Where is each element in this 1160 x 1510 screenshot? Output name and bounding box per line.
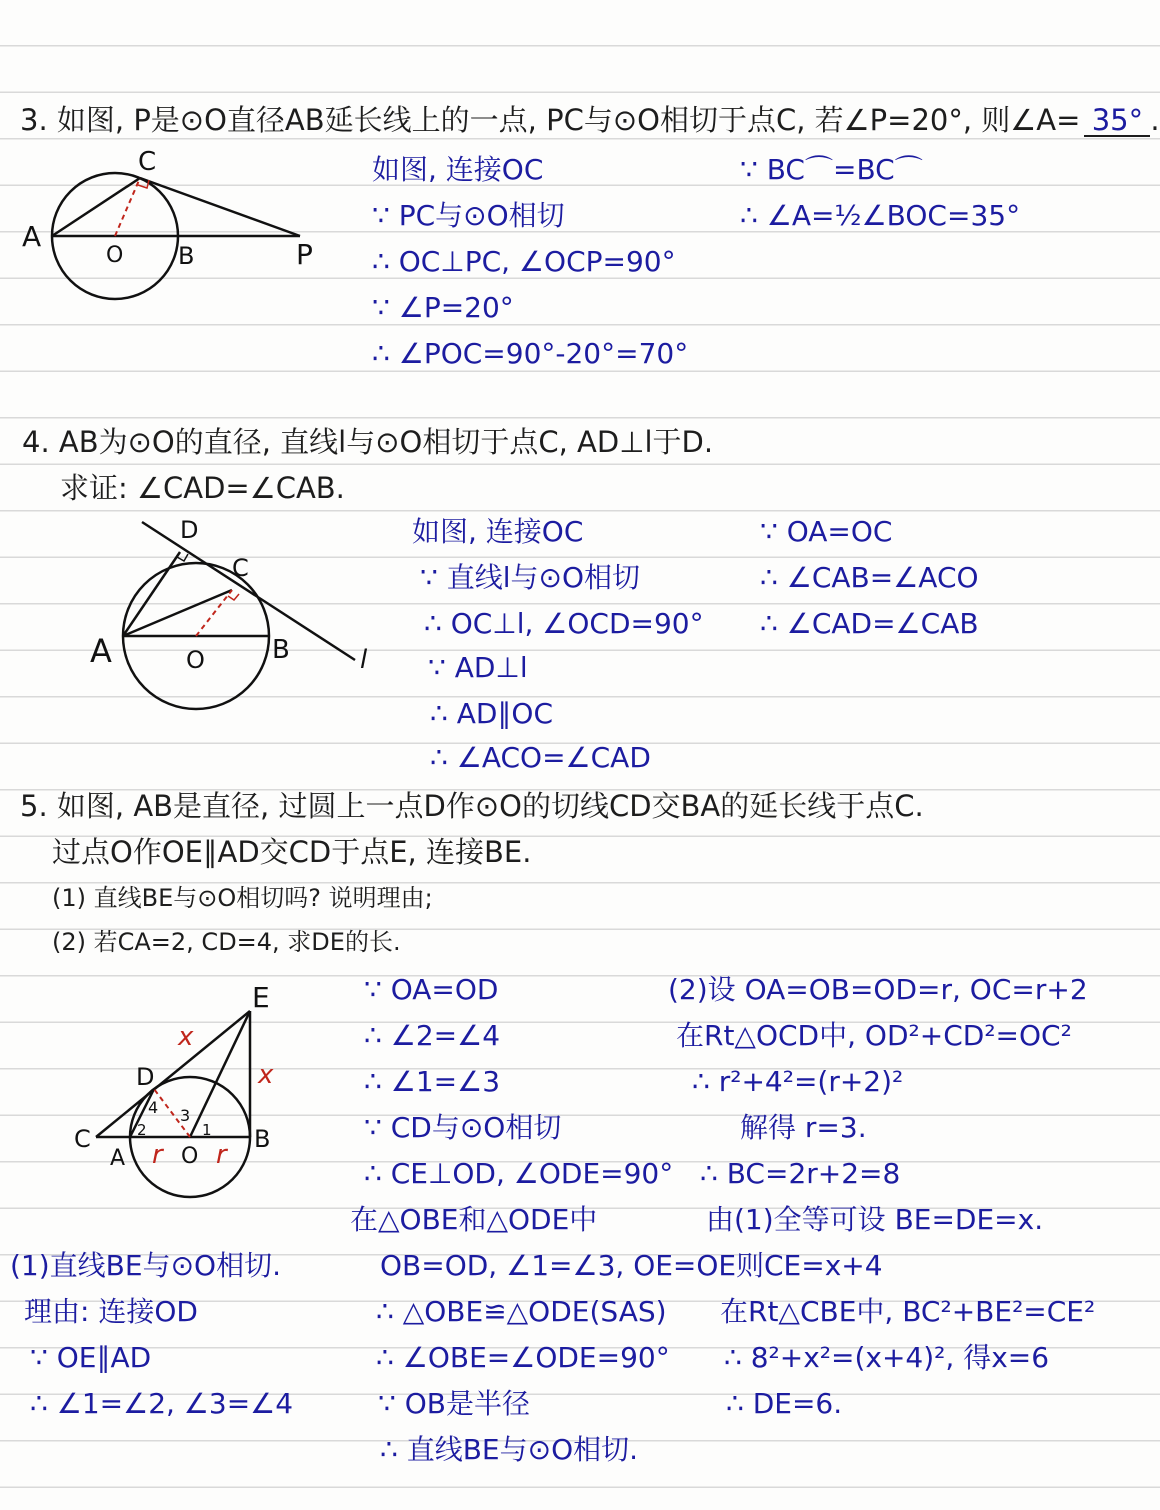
problem5-mid-line-3: ∴ ∠1=∠3: [364, 1065, 501, 1098]
problem5-mid-line-11: ∴ 直线BE与⊙O相切.: [380, 1433, 639, 1466]
problem5-right-line-3: ∴ r²+4²=(r+2)²: [692, 1065, 904, 1098]
p3-line-CP: [140, 178, 300, 236]
p5-label-x-right: x: [258, 1060, 274, 1090]
problem5-mid-line-5: ∴ CE⊥OD, ∠ODE=90°: [364, 1157, 674, 1190]
problem4-solution-right-1: ∵ OA=OC: [760, 515, 893, 548]
p5-line-OE: [190, 1011, 250, 1137]
problem5-mid-line-10: ∵ OB是半径: [378, 1387, 530, 1420]
p4-label-A: A: [90, 632, 112, 670]
problem4-solution-line-4: ∵ AD⊥l: [428, 651, 528, 684]
problem5-right-line-9: ∴ 8²+x²=(x+4)², 得x=6: [724, 1341, 1050, 1374]
p5-label-E: E: [252, 981, 270, 1014]
problem5-right-line-8: 在Rt△CBE中, BC²+BE²=CE²: [720, 1295, 1096, 1328]
problem5-left-line-3: ∵ OE∥AD: [30, 1341, 152, 1374]
problem3-question: 3. 如图, P是⊙O直径AB延长线上的一点, PC与⊙O相切于点C, 若∠P=20°, 则∠A= 35° .: [20, 103, 1160, 137]
p5-label-r-right: r: [216, 1140, 227, 1170]
p3-label-C: C: [138, 147, 157, 177]
problem5-left-line-4: ∴ ∠1=∠2, ∠3=∠4: [30, 1387, 294, 1420]
problem5-right-line-5: ∴ BC=2r+2=8: [700, 1157, 901, 1190]
p5-label-1: 1: [202, 1121, 212, 1139]
problem5-question: 5. 如图, AB是直径, 过圆上一点D作⊙O的切线CD交BA的延长线于点C.: [20, 789, 924, 823]
p4-label-l: l: [360, 645, 368, 675]
p5-label-3: 3: [180, 1106, 191, 1125]
p5-line-CE: [96, 1011, 250, 1137]
p5-label-B: B: [254, 1125, 271, 1153]
p4-label-O: O: [186, 646, 205, 674]
problem5-figure: [0, 975, 320, 1215]
problem3-solution-line-2: ∵ PC与⊙O相切: [372, 199, 565, 232]
problem3-figure: [0, 140, 340, 310]
p5-label-x-left: x: [178, 1022, 194, 1052]
problem5-right-line-7: 则CE=x+4: [736, 1249, 883, 1282]
problem3-solution-line-1: 如图, 连接OC: [372, 153, 544, 186]
p3-label-A: A: [22, 220, 42, 253]
problem5-mid-line-1: ∵ OA=OD: [364, 973, 499, 1006]
problem3-solution-right-1: ∵ BC⌒=BC⌒: [740, 153, 923, 186]
problem5-mid-line-2: ∴ ∠2=∠4: [364, 1019, 501, 1052]
problem5-part1: (1) 直线BE与⊙O相切吗? 说明理由;: [52, 884, 433, 912]
p5-label-2: 2: [137, 1121, 147, 1139]
p3-label-B: B: [178, 242, 195, 270]
problem4-solution-line-6: ∴ ∠ACO=∠CAD: [430, 741, 651, 774]
problem3-answer: 35°: [1084, 106, 1150, 137]
p4-line-l: [142, 522, 355, 660]
problem5-mid-line-6: 在△OBE和△ODE中: [350, 1203, 598, 1236]
problem4-solution-line-1: 如图, 连接OC: [412, 515, 584, 548]
p4-label-C: C: [232, 554, 249, 582]
problem5-right-line-1: (2)设 OA=OB=OD=r, OC=r+2: [668, 973, 1088, 1006]
p5-label-4: 4: [148, 1098, 159, 1117]
problem5-mid-line-7: OB=OD, ∠1=∠3, OE=OE: [380, 1249, 737, 1282]
p5-label-A: A: [110, 1146, 126, 1171]
problem3-solution-line-5: ∴ ∠POC=90°-20°=70°: [372, 337, 689, 370]
problem5-mid-line-4: ∵ CD与⊙O相切: [364, 1111, 562, 1144]
p4-label-D: D: [180, 516, 199, 544]
problem4-question: 4. AB为⊙O的直径, 直线l与⊙O相切于点C, AD⊥l于D.: [22, 425, 714, 459]
problem4-solution-right-2: ∴ ∠CAB=∠ACO: [760, 561, 979, 594]
problem4-figure: [0, 510, 400, 720]
p5-label-r-left: r: [152, 1140, 163, 1170]
problem4-solution-line-2: ∵ 直线l与⊙O相切: [420, 561, 640, 594]
p5-label-D: D: [136, 1063, 155, 1091]
p5-label-C: C: [74, 1125, 91, 1153]
p4-right-angle-C: [228, 594, 239, 600]
problem5-part2: (2) 若CA=2, CD=4, 求DE的长.: [52, 928, 401, 956]
p5-label-O: O: [181, 1144, 199, 1169]
problem5-right-line-10: ∴ DE=6.: [726, 1387, 843, 1420]
problem4-solution-line-5: ∴ AD∥OC: [430, 697, 554, 730]
problem5-mid-line-8: ∴ △OBE≌△ODE(SAS): [376, 1295, 667, 1328]
p3-label-O: O: [106, 243, 124, 268]
problem3-solution-line-4: ∵ ∠P=20°: [372, 291, 514, 324]
problem5-mid-line-9: ∴ ∠OBE=∠ODE=90°: [376, 1341, 670, 1374]
problem5-left-line-1: (1)直线BE与⊙O相切.: [10, 1249, 281, 1282]
problem4-prove: 求证: ∠CAD=∠CAB.: [60, 471, 345, 505]
problem3-solution-line-3: ∴ OC⊥PC, ∠OCP=90°: [372, 245, 676, 278]
problem5-left-line-2: 理由: 连接OD: [24, 1295, 198, 1328]
problem3-solution-right-2: ∴ ∠A=½∠BOC=35°: [740, 199, 1021, 232]
problem4-solution-right-3: ∴ ∠CAD=∠CAB: [760, 607, 979, 640]
p3-label-P: P: [296, 238, 313, 271]
p4-label-B: B: [272, 635, 290, 665]
problem5-right-line-4: 解得 r=3.: [740, 1111, 867, 1144]
problem4-solution-line-3: ∴ OC⊥l, ∠OCD=90°: [424, 607, 704, 640]
problem5-right-line-2: 在Rt△OCD中, OD²+CD²=OC²: [676, 1019, 1072, 1052]
problem5-right-line-6: 由(1)全等可设 BE=DE=x.: [706, 1203, 1044, 1236]
problem5-question-2: 过点O作OE∥AD交CD于点E, 连接BE.: [52, 835, 532, 869]
